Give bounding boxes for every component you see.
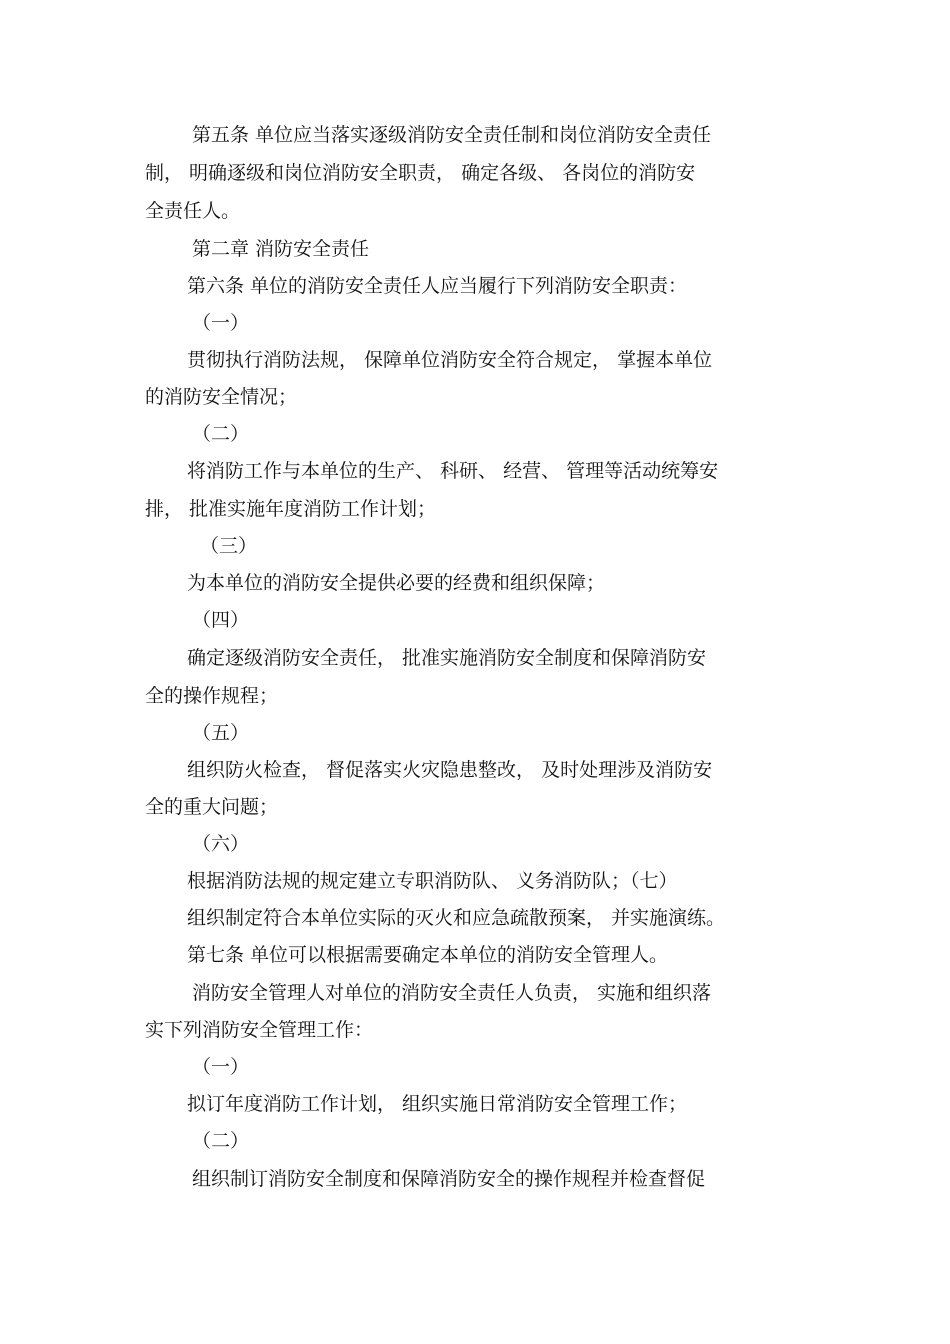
list-marker: （五） [192,722,250,744]
paragraph-line: 将消防工作与本单位的生产、 科研、 经营、 管理等活动统筹安 [187,460,719,482]
paragraph-line: 第六条 单位的消防安全责任人应当履行下列消防安全职责： [187,275,688,297]
chapter-heading: 第二章 消防安全责任 [192,238,370,260]
paragraph-line: 根据消防法规的规定建立专职消防队、 义务消防队；（七） [187,870,678,892]
list-marker: （一） [192,1056,250,1078]
paragraph-line: 为本单位的消防安全提供必要的经费和组织保障； [187,572,606,594]
paragraph-line: 确定逐级消防安全责任， 批准实施消防安全制度和保障消防安 [187,647,707,669]
list-marker: （三） [200,535,258,557]
paragraph-line: 第五条 单位应当落实逐级消防安全责任制和岗位消防安全责任 [192,124,712,146]
paragraph-line: 组织制定符合本单位实际的灭火和应急疏散预案， 并实施演练。 [187,907,726,929]
paragraph-line: 组织制订消防安全制度和保障消防安全的操作规程并检查督促 [192,1168,706,1190]
list-marker: （二） [192,1130,250,1152]
article-heading: 第七条 单位可以根据需要确定本单位的消防安全管理人。 [187,944,669,966]
paragraph-line: 拟订年度消防工作计划， 组织实施日常消防安全管理工作； [187,1093,688,1115]
paragraph-line: 全的操作规程； [145,685,279,707]
paragraph-line: 全的重大问题； [145,796,279,818]
paragraph-line: 排， 批准实施年度消防工作计划； [145,498,437,520]
list-marker: （六） [192,833,250,855]
list-marker: （四） [192,609,250,631]
paragraph-line: 贯彻执行消防法规， 保障单位消防安全符合规定， 掌握本单位 [187,349,713,371]
list-marker: （二） [192,423,250,445]
paragraph-line: 实下列消防安全管理工作： [145,1019,374,1041]
paragraph-line: 消防安全管理人对单位的消防安全责任人负责， 实施和组织落 [192,982,712,1004]
list-marker: （一） [192,312,250,334]
paragraph-line: 的消防安全情况； [145,386,298,408]
paragraph-line: 全责任人。 [145,200,241,222]
paragraph-line: 组织防火检查， 督促落实火灾隐患整改， 及时处理涉及消防安 [187,759,713,781]
paragraph-line: 制， 明确逐级和岗位消防安全职责， 确定各级、 各岗位的消防安 [145,162,696,184]
